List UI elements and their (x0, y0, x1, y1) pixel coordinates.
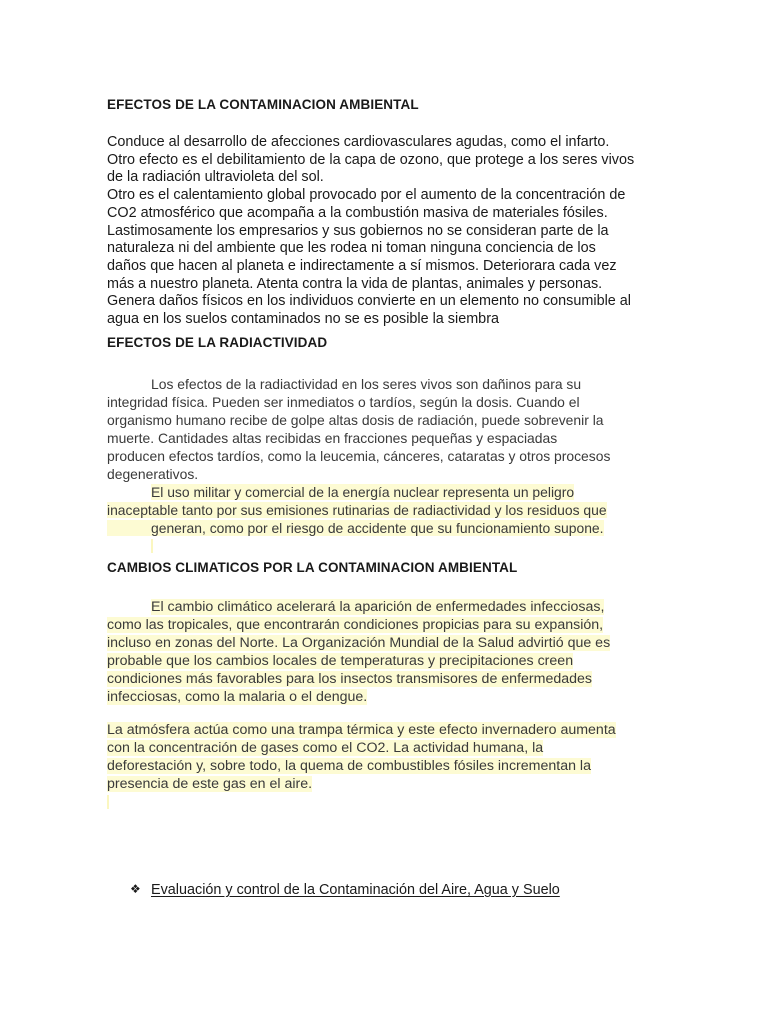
highlighted-text-line: con la concentración de gases como el CO2. La actividad humana, la (107, 740, 544, 756)
text-line: más a nuestro planeta. Atenta contra la vida de plantas, animales y personas. (107, 275, 603, 292)
paragraph-radiactividad-efectos (107, 375, 667, 483)
highlighted-text-line: El uso militar y comercial de la energía nuclear representa un peligro (151, 484, 575, 500)
text-line: muerte. Cantidades altas recibidas en fracciones pequeñas y espaciadas (107, 430, 558, 446)
highlighted-text-line: La atmósfera actúa como una trampa térmica y este efecto invernadero aumenta (107, 722, 616, 738)
text-line: Otro es el calentamiento global provocado por el aumento de la concentración de (107, 187, 626, 204)
text-line: integridad física. Pueden ser inmediatos o tardíos, según la dosis. Cuando el (107, 394, 580, 410)
text-line: CO2 atmosférico que acompaña a la combustión masiva de materiales fósiles. (107, 204, 608, 221)
text-line: Lastimosamente los empresarios y sus gobiernos no se consideran parte de la (107, 222, 609, 239)
text-line: organismo humano recibe de golpe altas dosis de radiación, puede sobrevenir la (107, 412, 604, 428)
highlighted-text-line: como las tropicales, que encontrarán condiciones propicias para su expansión, (107, 617, 604, 633)
bullet-item-evaluacion (130, 882, 560, 898)
evaluacion-link[interactable]: Evaluación y control de la Contaminación del Aire, Agua y Suelo (151, 882, 560, 898)
highlight-marker (107, 795, 109, 809)
highlighted-text-line: inaceptable tanto por sus emisiones rutinarias de radiactividad y los residuos que (107, 502, 607, 518)
diamond-bullet-icon: ❖ (130, 882, 141, 896)
highlighted-text-line: deforestación y, sobre todo, la quema de combustibles fósiles incrementan la (107, 758, 591, 774)
section-heading-contaminacion: EFECTOS DE LA CONTAMINACION AMBIENTAL (107, 97, 419, 112)
paragraph-contaminacion (107, 134, 667, 329)
paragraph-radiactividad-uso-nuclear (107, 483, 667, 537)
highlighted-text-line: incluso en zonas del Norte. La Organización Mundial de la Salud advirtió que es (107, 635, 611, 651)
text-line: Otro efecto es el debilitamiento de la capa de ozono, que protege a los seres vivos (107, 151, 635, 168)
highlighted-text-line: generan, como por el riesgo de accidente que su funcionamiento supone. (107, 519, 667, 537)
highlighted-text-line: probable que los cambios locales de temperaturas y precipitaciones creen (107, 653, 574, 669)
text-line: daños que hacen al planeta e indirectamente a sí mismos. Deteriorara cada vez (107, 257, 617, 274)
text-line: degenerativos. (107, 466, 199, 482)
text-line: naturaleza ni del ambiente que les rodea ni toman ninguna conciencia de los (107, 240, 596, 257)
section-heading-cambios-climaticos: CAMBIOS CLIMATICOS POR LA CONTAMINACION AMBIENTAL (107, 560, 518, 575)
section-heading-radiactividad: EFECTOS DE LA RADIACTIVIDAD (107, 335, 328, 350)
highlighted-text-line: presencia de este gas en el aire. (107, 776, 313, 792)
highlighted-text-line: infecciosas, como la malaria o el dengue. (107, 689, 368, 705)
paragraph-cambio-climatico (107, 598, 667, 706)
text-line: Genera daños físicos en los individuos convierte en un elemento no consumible al (107, 293, 631, 310)
text-line: agua en los suelos contaminados no se es posible la siembra (107, 311, 499, 328)
highlight-marker (151, 539, 153, 553)
paragraph-atmosfera (107, 721, 667, 793)
text-line: de la radiación ultravioleta del sol. (107, 169, 324, 186)
text-line: producen efectos tardíos, como la leucemia, cánceres, cataratas y otros procesos (107, 448, 611, 464)
text-line: Conduce al desarrollo de afecciones cardiovasculares agudas, como el infarto. (107, 134, 610, 150)
highlighted-text-line: El cambio climático acelerará la aparición de enfermedades infecciosas, (151, 599, 605, 615)
highlighted-text-line: condiciones más favorables para los insectos transmisores de enfermedades (107, 671, 592, 687)
text-line: Los efectos de la radiactividad en los seres vivos son dañinos para su (151, 376, 582, 392)
